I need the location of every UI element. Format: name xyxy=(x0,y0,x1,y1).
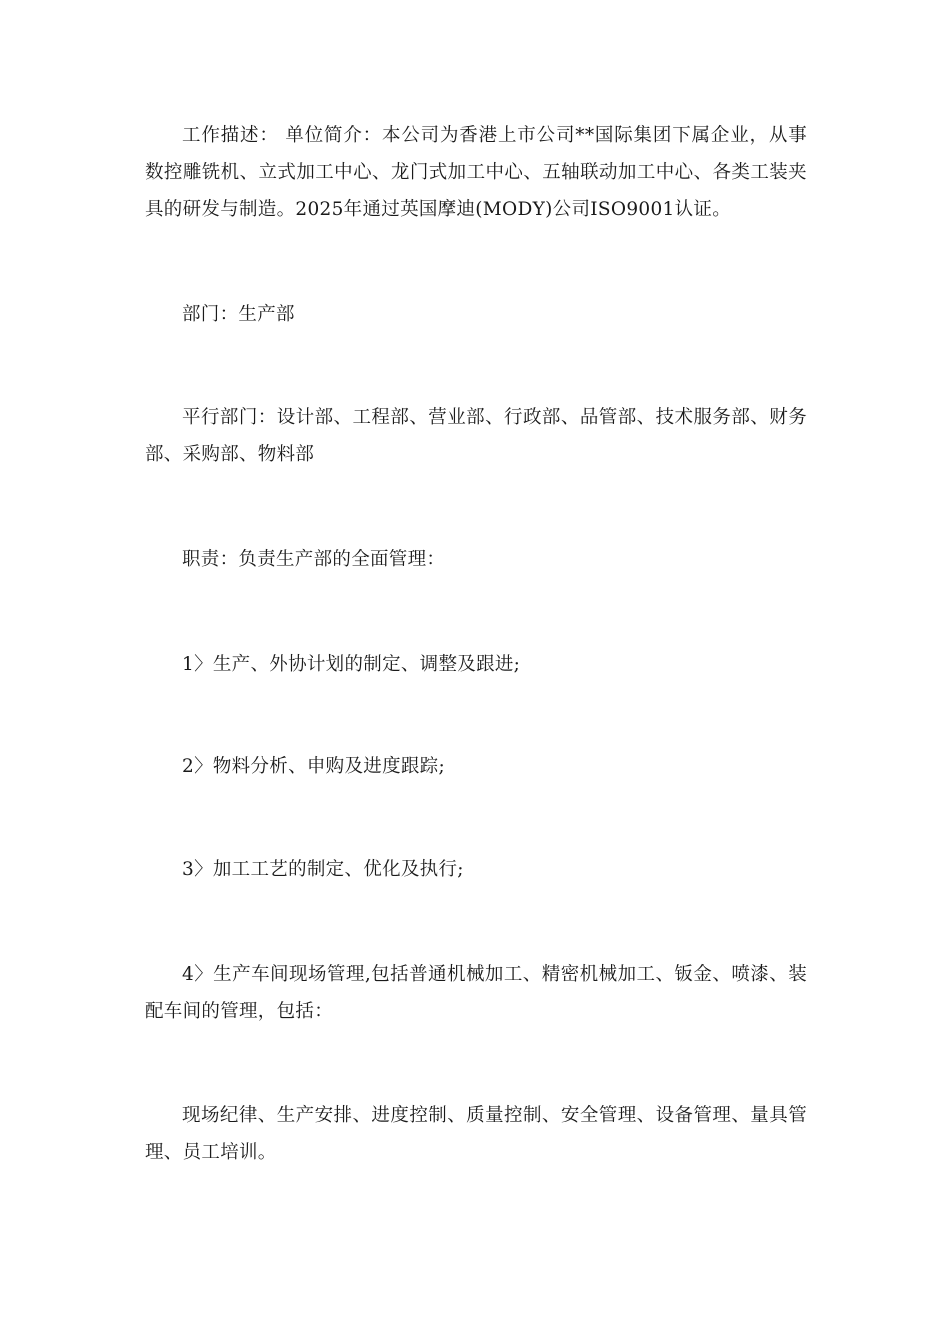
workshop-management-paragraph: 现场纪律、生产安排、进度控制、质量控制、安全管理、设备管理、量具管理、员工培训。 xyxy=(145,1105,807,1163)
responsibility-item-2: 2〉物料分析、申购及进度跟踪; xyxy=(182,756,446,777)
responsibility-item-4: 4〉生产车间现场管理,包括普通机械加工、精密机械加工、钣金、喷漆、装配车间的管理，包括： xyxy=(145,964,807,1022)
department-paragraph: 部门：生产部 xyxy=(182,304,295,325)
company-intro-paragraph: 工作描述： 单位简介：本公司为香港上市公司**国际集团下属企业，从事数控雕铣机、立式加工中心、龙门式加工中心、五轴联动加工中心、各类工装夹具的研发与制造。2025年通过英国摩迪(MODY)公司ISO9001认证。 xyxy=(145,125,807,220)
parallel-departments-paragraph: 平行部门：设计部、工程部、营业部、行政部、品管部、技术服务部、财务部、采购部、物料部 xyxy=(145,407,807,465)
responsibility-item-3: 3〉加工工艺的制定、优化及执行; xyxy=(182,859,464,880)
responsibilities-heading: 职责：负责生产部的全面管理： xyxy=(182,549,446,570)
responsibility-item-1: 1〉生产、外协计划的制定、调整及跟进; xyxy=(182,654,521,675)
